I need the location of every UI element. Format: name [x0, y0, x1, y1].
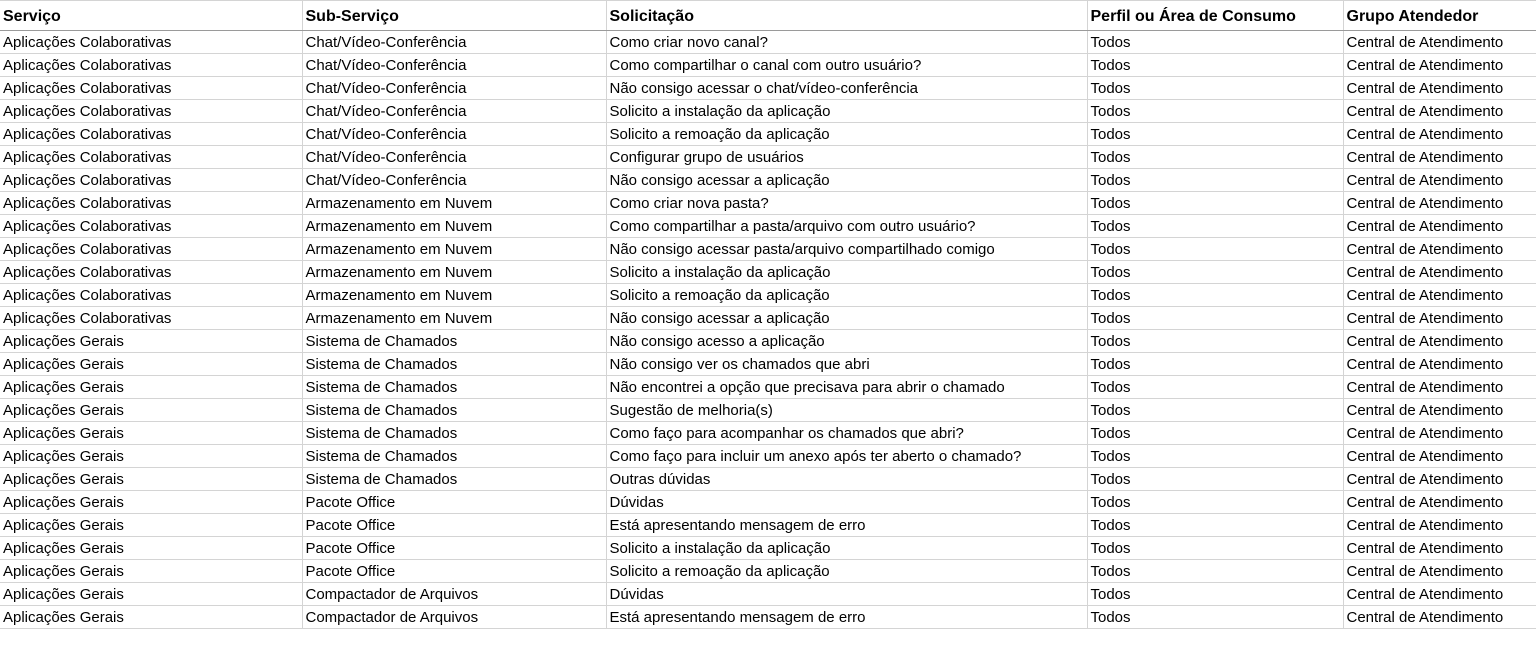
servico-cell[interactable]: Aplicações Gerais	[0, 353, 302, 376]
solicitacao-cell[interactable]: Como criar novo canal?	[606, 31, 1087, 54]
servico-cell[interactable]: Aplicações Colaborativas	[0, 169, 302, 192]
perfil-cell[interactable]: Todos	[1087, 77, 1343, 100]
table-row	[0, 100, 1536, 123]
table-header	[0, 1, 1536, 31]
header-cell-perfil[interactable]: Perfil ou Área de Consumo	[1087, 1, 1343, 31]
sub-servico-cell[interactable]: Chat/Vídeo-Conferência	[302, 169, 606, 192]
perfil-cell[interactable]: Todos	[1087, 215, 1343, 238]
sub-servico-cell[interactable]: Sistema de Chamados	[302, 468, 606, 491]
solicitacao-cell[interactable]: Outras dúvidas	[606, 468, 1087, 491]
perfil-cell[interactable]: Todos	[1087, 31, 1343, 54]
perfil-cell[interactable]: Todos	[1087, 491, 1343, 514]
perfil-cell[interactable]: Todos	[1087, 307, 1343, 330]
sub-servico-cell[interactable]: Pacote Office	[302, 560, 606, 583]
solicitacao-cell[interactable]: Sugestão de melhoria(s)	[606, 399, 1087, 422]
perfil-cell[interactable]: Todos	[1087, 238, 1343, 261]
table-row	[0, 537, 1536, 560]
header-cell-servico[interactable]: Serviço	[0, 1, 302, 31]
solicitacao-cell[interactable]: Solicito a remoação da aplicação	[606, 284, 1087, 307]
table-row	[0, 491, 1536, 514]
table-row	[0, 606, 1536, 629]
sub-servico-cell[interactable]: Compactador de Arquivos	[302, 583, 606, 606]
sub-servico-cell[interactable]: Chat/Vídeo-Conferência	[302, 146, 606, 169]
servico-cell[interactable]: Aplicações Colaborativas	[0, 77, 302, 100]
grupo-atendedor-cell[interactable]: Central de Atendimento	[1343, 169, 1536, 192]
solicitacao-cell[interactable]: Como faço para incluir um anexo após ter aberto o chamado?	[606, 445, 1087, 468]
grupo-atendedor-cell[interactable]: Central de Atendimento	[1343, 284, 1536, 307]
grupo-atendedor-cell[interactable]: Central de Atendimento	[1343, 399, 1536, 422]
servico-cell[interactable]: Aplicações Gerais	[0, 445, 302, 468]
perfil-cell[interactable]: Todos	[1087, 123, 1343, 146]
solicitacao-cell[interactable]: Solicito a instalação da aplicação	[606, 261, 1087, 284]
sub-servico-cell[interactable]: Chat/Vídeo-Conferência	[302, 100, 606, 123]
servico-cell[interactable]: Aplicações Colaborativas	[0, 123, 302, 146]
sub-servico-cell[interactable]: Pacote Office	[302, 537, 606, 560]
servico-cell[interactable]: Aplicações Gerais	[0, 560, 302, 583]
perfil-cell[interactable]: Todos	[1087, 560, 1343, 583]
perfil-cell[interactable]: Todos	[1087, 353, 1343, 376]
table-row	[0, 583, 1536, 606]
grupo-atendedor-cell[interactable]: Central de Atendimento	[1343, 31, 1536, 54]
grupo-atendedor-cell[interactable]: Central de Atendimento	[1343, 100, 1536, 123]
sub-servico-cell[interactable]: Compactador de Arquivos	[302, 606, 606, 629]
servico-cell[interactable]: Aplicações Gerais	[0, 514, 302, 537]
table-row	[0, 77, 1536, 100]
table-row	[0, 514, 1536, 537]
table-row	[0, 169, 1536, 192]
perfil-cell[interactable]: Todos	[1087, 284, 1343, 307]
grupo-atendedor-cell[interactable]: Central de Atendimento	[1343, 491, 1536, 514]
solicitacao-cell[interactable]: Não consigo ver os chamados que abri	[606, 353, 1087, 376]
solicitacao-cell[interactable]: Dúvidas	[606, 583, 1087, 606]
header-cell-sub-servico[interactable]: Sub-Serviço	[302, 1, 606, 31]
solicitacao-cell[interactable]: Como faço para acompanhar os chamados que abri?	[606, 422, 1087, 445]
grupo-atendedor-cell[interactable]: Central de Atendimento	[1343, 215, 1536, 238]
table-row	[0, 468, 1536, 491]
table-row	[0, 330, 1536, 353]
sub-servico-cell[interactable]: Sistema de Chamados	[302, 353, 606, 376]
servico-cell[interactable]: Aplicações Colaborativas	[0, 261, 302, 284]
table-row	[0, 284, 1536, 307]
servico-cell[interactable]: Aplicações Colaborativas	[0, 100, 302, 123]
perfil-cell[interactable]: Todos	[1087, 583, 1343, 606]
sub-servico-cell[interactable]: Armazenamento em Nuvem	[302, 307, 606, 330]
sub-servico-cell[interactable]: Armazenamento em Nuvem	[302, 238, 606, 261]
table-row	[0, 146, 1536, 169]
sub-servico-cell[interactable]: Sistema de Chamados	[302, 422, 606, 445]
grupo-atendedor-cell[interactable]: Central de Atendimento	[1343, 307, 1536, 330]
perfil-cell[interactable]: Todos	[1087, 146, 1343, 169]
grupo-atendedor-cell[interactable]: Central de Atendimento	[1343, 192, 1536, 215]
solicitacao-cell[interactable]: Não consigo acesso a aplicação	[606, 330, 1087, 353]
perfil-cell[interactable]: Todos	[1087, 514, 1343, 537]
servico-cell[interactable]: Aplicações Gerais	[0, 468, 302, 491]
perfil-cell[interactable]: Todos	[1087, 606, 1343, 629]
grupo-atendedor-cell[interactable]: Central de Atendimento	[1343, 238, 1536, 261]
grupo-atendedor-cell[interactable]: Central de Atendimento	[1343, 123, 1536, 146]
servico-cell[interactable]: Aplicações Colaborativas	[0, 238, 302, 261]
grupo-atendedor-cell[interactable]: Central de Atendimento	[1343, 445, 1536, 468]
solicitacao-cell[interactable]: Não encontrei a opção que precisava para abrir o chamado	[606, 376, 1087, 399]
servico-cell[interactable]: Aplicações Gerais	[0, 422, 302, 445]
solicitacao-cell[interactable]: Solicito a remoação da aplicação	[606, 560, 1087, 583]
header-cell-solicitacao[interactable]: Solicitação	[606, 1, 1087, 31]
table-row	[0, 261, 1536, 284]
servico-cell[interactable]: Aplicações Colaborativas	[0, 54, 302, 77]
sub-servico-cell[interactable]: Pacote Office	[302, 514, 606, 537]
solicitacao-cell[interactable]: Não consigo acessar a aplicação	[606, 307, 1087, 330]
solicitacao-cell[interactable]: Está apresentando mensagem de erro	[606, 606, 1087, 629]
sub-servico-cell[interactable]: Armazenamento em Nuvem	[302, 215, 606, 238]
solicitacao-cell[interactable]: Como criar nova pasta?	[606, 192, 1087, 215]
solicitacao-cell[interactable]: Não consigo acessar a aplicação	[606, 169, 1087, 192]
grupo-atendedor-cell[interactable]: Central de Atendimento	[1343, 353, 1536, 376]
sub-servico-cell[interactable]: Armazenamento em Nuvem	[302, 284, 606, 307]
grupo-atendedor-cell[interactable]: Central de Atendimento	[1343, 261, 1536, 284]
solicitacao-cell[interactable]: Solicito a instalação da aplicação	[606, 537, 1087, 560]
perfil-cell[interactable]: Todos	[1087, 422, 1343, 445]
perfil-cell[interactable]: Todos	[1087, 468, 1343, 491]
table-row	[0, 31, 1536, 54]
perfil-cell[interactable]: Todos	[1087, 537, 1343, 560]
table-row	[0, 353, 1536, 376]
solicitacao-cell[interactable]: Como compartilhar o canal com outro usuário?	[606, 54, 1087, 77]
grupo-atendedor-cell[interactable]: Central de Atendimento	[1343, 560, 1536, 583]
solicitacao-cell[interactable]: Não consigo acessar pasta/arquivo compartilhado comigo	[606, 238, 1087, 261]
servico-cell[interactable]: Aplicações Colaborativas	[0, 31, 302, 54]
grupo-atendedor-cell[interactable]: Central de Atendimento	[1343, 146, 1536, 169]
table-row	[0, 238, 1536, 261]
header-cell-grupo-atendedor[interactable]: Grupo Atendedor	[1343, 1, 1536, 31]
servico-cell[interactable]: Aplicações Gerais	[0, 583, 302, 606]
perfil-cell[interactable]: Todos	[1087, 169, 1343, 192]
solicitacao-cell[interactable]: Configurar grupo de usuários	[606, 146, 1087, 169]
table-body	[0, 31, 1536, 629]
sub-servico-cell[interactable]: Sistema de Chamados	[302, 330, 606, 353]
solicitacao-cell[interactable]: Dúvidas	[606, 491, 1087, 514]
servico-cell[interactable]: Aplicações Gerais	[0, 376, 302, 399]
servico-cell[interactable]: Aplicações Colaborativas	[0, 284, 302, 307]
table-row	[0, 399, 1536, 422]
grupo-atendedor-cell[interactable]: Central de Atendimento	[1343, 537, 1536, 560]
perfil-cell[interactable]: Todos	[1087, 54, 1343, 77]
table-row	[0, 422, 1536, 445]
sub-servico-cell[interactable]: Sistema de Chamados	[302, 399, 606, 422]
sub-servico-cell[interactable]: Armazenamento em Nuvem	[302, 192, 606, 215]
perfil-cell[interactable]: Todos	[1087, 445, 1343, 468]
grupo-atendedor-cell[interactable]: Central de Atendimento	[1343, 514, 1536, 537]
solicitacao-cell[interactable]: Solicito a remoação da aplicação	[606, 123, 1087, 146]
servico-cell[interactable]: Aplicações Gerais	[0, 537, 302, 560]
sub-servico-cell[interactable]: Chat/Vídeo-Conferência	[302, 31, 606, 54]
table-row	[0, 123, 1536, 146]
sub-servico-cell[interactable]: Sistema de Chamados	[302, 376, 606, 399]
grupo-atendedor-cell[interactable]: Central de Atendimento	[1343, 606, 1536, 629]
perfil-cell[interactable]: Todos	[1087, 376, 1343, 399]
solicitacao-cell[interactable]: Está apresentando mensagem de erro	[606, 514, 1087, 537]
perfil-cell[interactable]: Todos	[1087, 330, 1343, 353]
table-row	[0, 192, 1536, 215]
perfil-cell[interactable]: Todos	[1087, 261, 1343, 284]
grupo-atendedor-cell[interactable]: Central de Atendimento	[1343, 330, 1536, 353]
table-row	[0, 307, 1536, 330]
perfil-cell[interactable]: Todos	[1087, 399, 1343, 422]
sub-servico-cell[interactable]: Armazenamento em Nuvem	[302, 261, 606, 284]
solicitacao-cell[interactable]: Solicito a instalação da aplicação	[606, 100, 1087, 123]
servico-cell[interactable]: Aplicações Colaborativas	[0, 192, 302, 215]
table-row	[0, 560, 1536, 583]
solicitacao-cell[interactable]: Como compartilhar a pasta/arquivo com outro usuário?	[606, 215, 1087, 238]
servico-cell[interactable]: Aplicações Colaborativas	[0, 215, 302, 238]
sub-servico-cell[interactable]: Chat/Vídeo-Conferência	[302, 54, 606, 77]
servico-cell[interactable]: Aplicações Colaborativas	[0, 146, 302, 169]
table-row	[0, 445, 1536, 468]
table-row	[0, 376, 1536, 399]
servico-cell[interactable]: Aplicações Colaborativas	[0, 307, 302, 330]
table-row	[0, 215, 1536, 238]
grupo-atendedor-cell[interactable]: Central de Atendimento	[1343, 583, 1536, 606]
header-row	[0, 1, 1536, 31]
grupo-atendedor-cell[interactable]: Central de Atendimento	[1343, 376, 1536, 399]
servico-cell[interactable]: Aplicações Gerais	[0, 606, 302, 629]
grupo-atendedor-cell[interactable]: Central de Atendimento	[1343, 422, 1536, 445]
grupo-atendedor-cell[interactable]: Central de Atendimento	[1343, 468, 1536, 491]
sub-servico-cell[interactable]: Sistema de Chamados	[302, 445, 606, 468]
sub-servico-cell[interactable]: Chat/Vídeo-Conferência	[302, 77, 606, 100]
grupo-atendedor-cell[interactable]: Central de Atendimento	[1343, 54, 1536, 77]
servico-cell[interactable]: Aplicações Gerais	[0, 330, 302, 353]
solicitacao-cell[interactable]: Não consigo acessar o chat/vídeo-conferência	[606, 77, 1087, 100]
sub-servico-cell[interactable]: Chat/Vídeo-Conferência	[302, 123, 606, 146]
servico-cell[interactable]: Aplicações Gerais	[0, 399, 302, 422]
grupo-atendedor-cell[interactable]: Central de Atendimento	[1343, 77, 1536, 100]
perfil-cell[interactable]: Todos	[1087, 192, 1343, 215]
servico-cell[interactable]: Aplicações Gerais	[0, 491, 302, 514]
sub-servico-cell[interactable]: Pacote Office	[302, 491, 606, 514]
perfil-cell[interactable]: Todos	[1087, 100, 1343, 123]
table-row	[0, 54, 1536, 77]
